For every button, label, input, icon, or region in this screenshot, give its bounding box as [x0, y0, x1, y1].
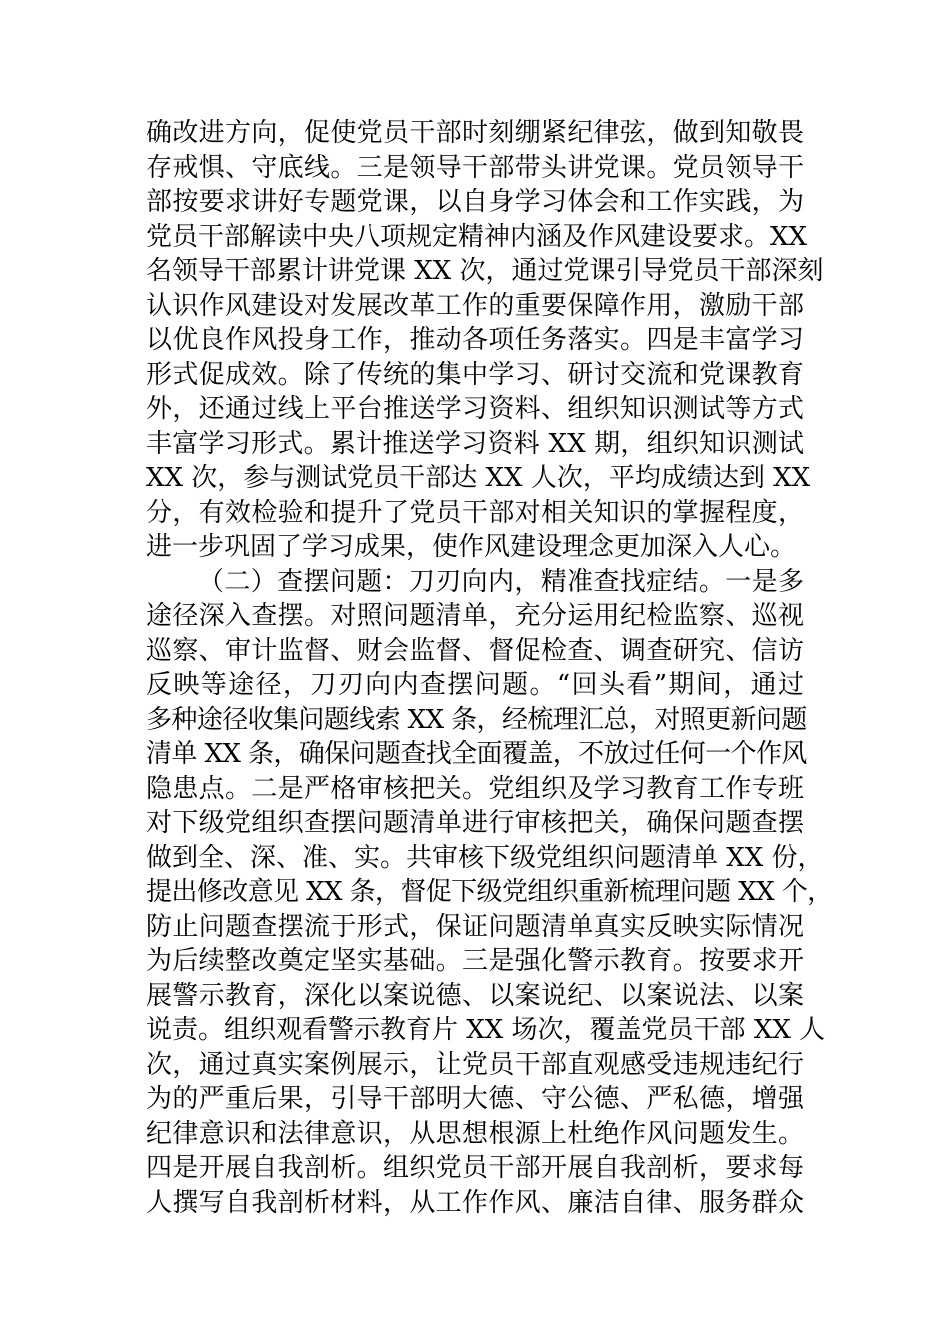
- paragraph-line: 纪律意识和法律意识，从思想根源上杜绝作风问题发生。: [146, 1118, 804, 1149]
- paragraph-line: 防止问题查摆流于形式，保证问题清单真实反映实际情况: [146, 911, 804, 942]
- paragraph-line: 隐患点。二是严格审核把关。党组织及学习教育工作专班: [146, 773, 804, 804]
- paragraph-line: 名领导干部累计讲党课 XX 次，通过党课引导党员干部深刻: [146, 256, 824, 286]
- paragraph-line: 途径深入查摆。对照问题清单，充分运用纪检监察、巡视: [146, 601, 804, 631]
- paragraph-line: 分，有效检验和提升了党员干部对相关知识的掌握程度，: [146, 497, 804, 528]
- paragraph-line: 四是开展自我剖析。组织党员干部开展自我剖析，要求每: [146, 1153, 804, 1183]
- paragraph-line: 人撰写自我剖析材料，从工作作风、廉洁自律、服务群众: [146, 1187, 804, 1218]
- paragraph-line: 丰富学习形式。累计推送学习资料 XX 期，组织知识测试: [146, 428, 804, 459]
- paragraph-line: 多种途径收集问题线索 XX 条，经梳理汇总，对照更新问题: [146, 704, 807, 735]
- paragraph-line: 对下级党组织查摆问题清单进行审核把关，确保问题查摆: [146, 808, 804, 838]
- paragraph-line: XX 次，参与测试党员干部达 XX 人次，平均成绩达到 XX: [146, 463, 811, 493]
- paragraph-line: 党员干部解读中央八项规定精神内涵及作风建设要求。XX: [146, 221, 808, 252]
- paragraph-line: 为的严重后果，引导干部明大德、守公德、严私德，增强: [146, 1084, 804, 1114]
- paragraph-line: 形式促成效。除了传统的集中学习、研讨交流和党课教育: [146, 359, 804, 390]
- paragraph-line: 以优良作风投身工作，推动各项任务落实。四是丰富学习: [146, 325, 804, 355]
- paragraph-line: 次，通过真实案例展示，让党员干部直观感受违规违纪行: [146, 1049, 804, 1080]
- paragraph-line: 为后续整改奠定坚实基础。三是强化警示教育。按要求开: [146, 946, 804, 976]
- paragraph-line: 存戒惧、守底线。三是领导干部带头讲党课。党员领导干: [146, 152, 804, 183]
- paragraph-line: 进一步巩固了学习成果，使作风建设理念更加深入人心。: [146, 532, 797, 562]
- paragraph-line: 说责。组织观看警示教育片 XX 场次，覆盖党员干部 XX 人: [146, 1015, 826, 1045]
- document-page: [146, 116, 833, 1220]
- paragraph-line: 展警示教育，深化以案说德、以案说纪、以案说法、以案: [146, 980, 804, 1011]
- paragraph-line: 做到全、深、准、实。共审核下级党组织问题清单 XX 份，: [146, 842, 824, 873]
- paragraph-line: 认识作风建设对发展改革工作的重要保障作用，激励干部: [146, 290, 804, 321]
- paragraph-line: 提出修改意见 XX 条，督促下级党组织重新梳理问题 XX 个，: [146, 877, 833, 907]
- section-heading-line: （二）查摆问题：刀刃向内，精准查找症结。一是多: [198, 566, 804, 597]
- paragraph-line: 清单 XX 条，确保问题查找全面覆盖，不放过任何一个作风: [146, 739, 807, 769]
- paragraph-line: 确改进方向，促使党员干部时刻绷紧纪律弦，做到知敬畏: [146, 118, 804, 148]
- paragraph-line: 反映等途径，刀刃向内查摆问题。“回头看”期间，通过: [146, 670, 804, 700]
- paragraph-line: 外，还通过线上平台推送学习资料、组织知识测试等方式: [146, 394, 804, 424]
- paragraph-line: 巡察、审计监督、财会监督、督促检查、调查研究、信访: [146, 635, 804, 666]
- paragraph-line: 部按要求讲好专题党课，以自身学习体会和工作实践，为: [146, 187, 804, 217]
